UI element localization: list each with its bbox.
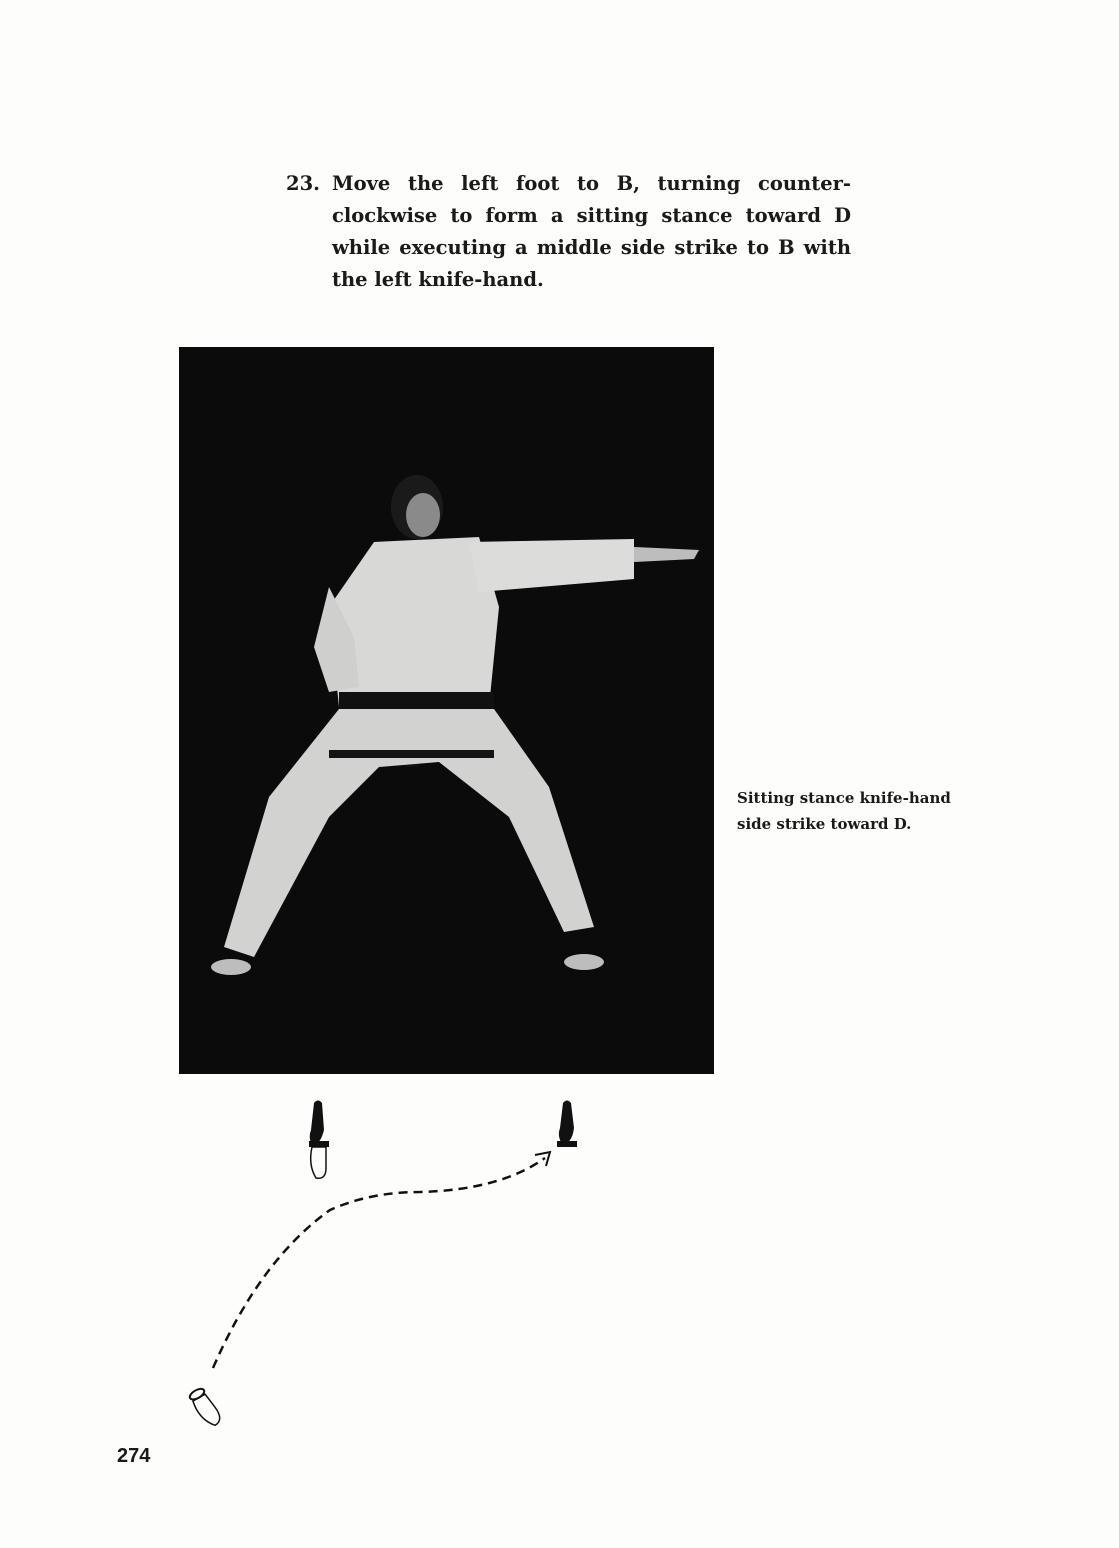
footprint-left-destination-icon [557,1101,577,1148]
movement-path-arrow [213,1158,545,1368]
footprint-right-icon [309,1101,329,1179]
caption-line-2: side strike toward D. [737,815,912,833]
step-number: 23. [286,172,320,195]
page-number: 274 [117,1445,151,1467]
step-text: Move the left foot to B, turning counter-clockwise to form a sitting stance toward D while executing a middle side strike to B with the left knife-hand. [332,172,851,291]
caption-line-1: Sitting stance knife-hand [737,789,951,807]
footprint-left-origin-icon [188,1386,223,1429]
